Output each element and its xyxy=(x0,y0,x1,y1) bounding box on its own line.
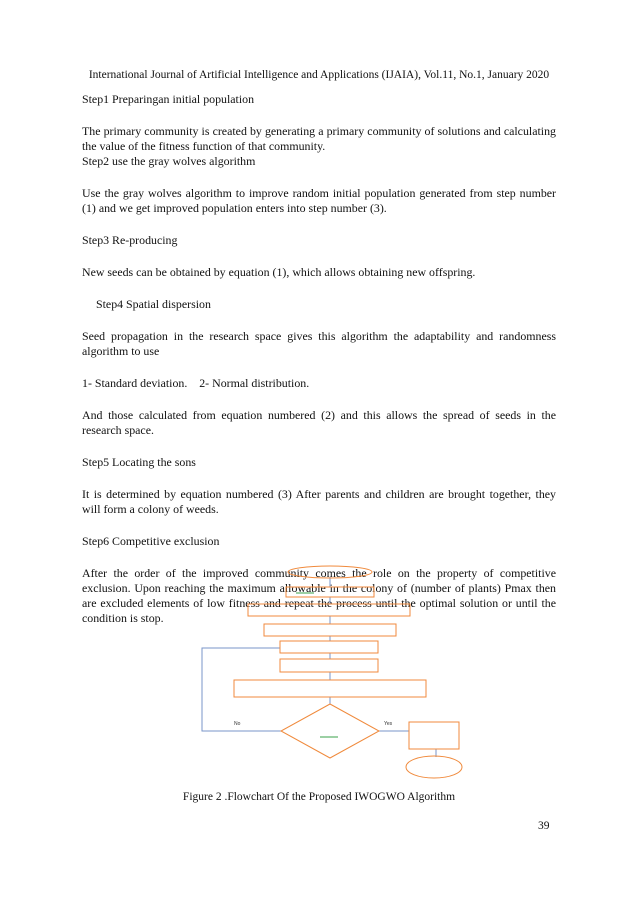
process-box xyxy=(234,680,426,697)
paragraph-colony: It is determined by equation numbered (3) After parents and children are brought together, they will form a colony of weeds. xyxy=(82,487,556,516)
yes-label: Yes xyxy=(384,721,393,727)
end-terminal xyxy=(406,756,462,778)
figure-caption: Figure 2 .Flowchart Of the Proposed IWOGWO Algorithm xyxy=(182,791,456,803)
paragraph-spread-seeds: And those calculated from equation numbered (2) and this allows the spread of seeds in the research space. xyxy=(82,408,556,437)
process-box xyxy=(280,659,378,672)
body-text xyxy=(82,92,556,643)
no-label: No xyxy=(234,721,241,727)
step3-heading: Step3 Re-producing xyxy=(82,233,178,247)
paragraph-gray-wolves: Use the gray wolves algorithm to improve random initial population generated from step number (1) and we get improved population enters into step number (3). xyxy=(82,186,556,215)
start-terminal xyxy=(288,566,372,578)
decision-diamond xyxy=(281,704,379,758)
process-box xyxy=(286,587,374,597)
step1-heading: Step1 Preparingan initial population xyxy=(82,92,255,106)
flowchart xyxy=(196,565,464,780)
process-box xyxy=(264,624,396,636)
journal-header: International Journal of Artificial Intelligence and Applications (IJAIA), Vol.11, No.1, January 2020 xyxy=(88,69,550,81)
step6-heading: Step6 Competitive exclusion xyxy=(82,534,220,548)
paragraph-seed-propagation: Seed propagation in the research space gives this algorithm the adaptability and randomness algorithm to use xyxy=(82,329,556,358)
step4-heading: Step4 Spatial dispersion xyxy=(96,297,211,311)
step2-heading: Step2 use the gray wolves algorithm xyxy=(82,154,256,168)
paragraph-new-seeds: New seeds can be obtained by equation (1), which allows obtaining new offspring. xyxy=(82,265,476,279)
process-box xyxy=(248,604,410,616)
process-box xyxy=(280,641,378,653)
no-loop-line xyxy=(202,648,281,731)
distribution-list: 1- Standard deviation. 2- Normal distribution. xyxy=(82,376,310,390)
process-box xyxy=(409,722,459,749)
paragraph-primary-community: The primary community is created by generating a primary community of solutions and calculating the value of the fitness function of that community. xyxy=(82,124,556,153)
page-number: 39 xyxy=(538,820,550,832)
paragraph-competitive-exclusion: After the order of the improved community comes the role on the property of competitive exclusion. Upon reaching the maximum allowable in the colony of (number of plants) Pmax then are excluded elements of low fitness and repeat the process until the optimal solution or until the condition is stop. xyxy=(82,566,556,625)
step5-heading: Step5 Locating the sons xyxy=(82,455,196,469)
